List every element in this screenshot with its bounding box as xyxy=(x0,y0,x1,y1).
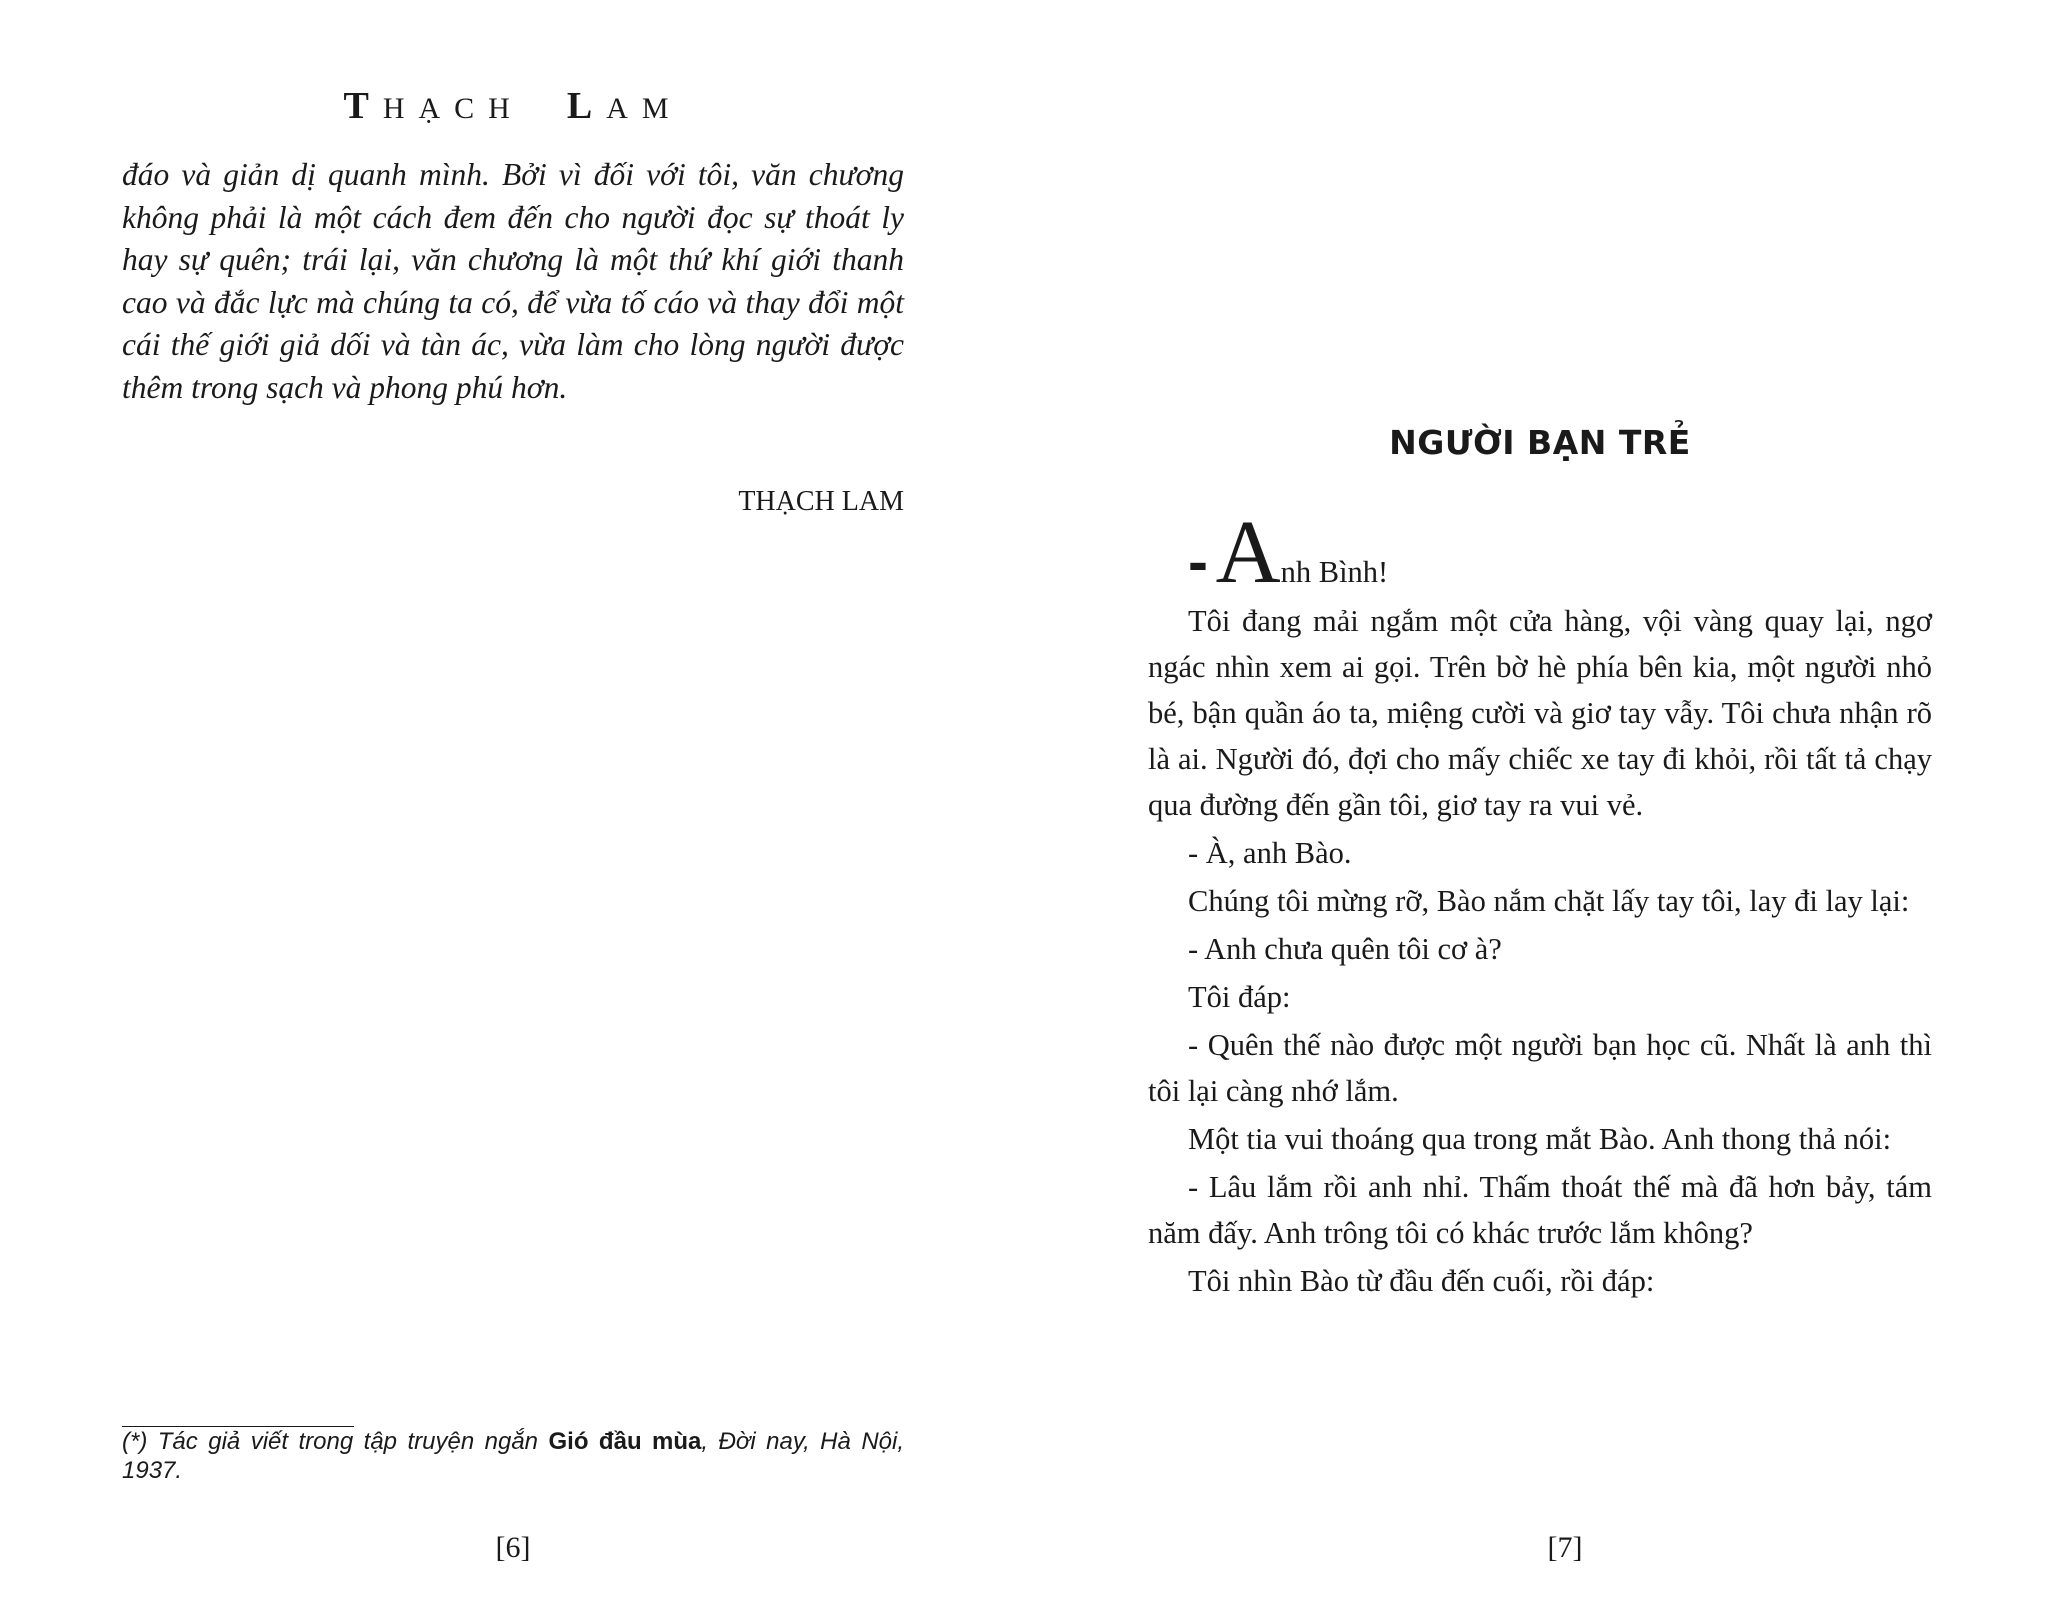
drop-cap: A xyxy=(1215,503,1281,602)
author-signature: THẠCH LAM xyxy=(738,486,904,517)
footnote-part-2: , Đời nay, Hà Nội, 1937. xyxy=(122,1428,904,1484)
running-head-initial-1: T xyxy=(343,85,383,127)
story-paragraph: - Anh chưa quên tôi cơ à? xyxy=(1188,932,1502,966)
opening-rest: nh Bình! xyxy=(1280,555,1389,589)
story-paragraph: Một tia vui thoáng qua trong mắt Bào. Anh thong thả nói: xyxy=(1188,1122,1892,1156)
page-number-right: [7] xyxy=(1547,1531,1583,1564)
running-head xyxy=(122,86,904,129)
story-paragraph: - À, anh Bào. xyxy=(1188,836,1352,870)
page-number-left: [6] xyxy=(495,1531,531,1564)
story-body xyxy=(1148,598,1932,1306)
running-head-initial-2: L xyxy=(566,85,607,127)
footnote xyxy=(122,1427,904,1485)
story-paragraph: - Lâu lắm rồi anh nhỉ. Thấm thoát thế mà đã hơn bảy, tám năm đấy. Anh trông tôi có khác trước lắm không? xyxy=(1148,1170,1932,1250)
story-paragraph: Tôi đang mải ngắm một cửa hàng, vội vàng quay lại, ngơ ngác nhìn xem ai gọi. Trên bờ hè phía bên kia, một người nhỏ bé, bận quần áo ta, miệng cười và giơ tay vẫy. Tôi chưa nhận rõ là ai. Người đó, đợi cho mấy chiếc xe tay đi khỏi, rồi tất tả chạy qua đường đến gần tôi, giơ tay ra vui vẻ. xyxy=(1148,604,1932,822)
chapter-title: NGƯỜI BẠN TRẺ xyxy=(1389,423,1691,462)
opening-dash: - xyxy=(1188,528,1208,595)
story-paragraph: Tôi đáp: xyxy=(1188,980,1291,1014)
footnote-part-1: (*) Tác giả viết trong tập truyện ngắn xyxy=(122,1428,549,1455)
running-head-rest-1: HẠCH xyxy=(382,92,524,125)
running-head-rest-2: AM xyxy=(606,92,683,125)
footnote-book-title: Gió đầu mùa xyxy=(548,1428,702,1455)
right-page xyxy=(1024,0,2048,1615)
story-paragraph: Tôi nhìn Bào từ đầu đến cuối, rồi đáp: xyxy=(1188,1264,1655,1298)
preface-text: đáo và giản dị quanh mình. Bởi vì đối với tôi, văn chương không phải là một cách đem đến cho người đọc sự thoát ly hay sự quên; trái lại, văn chương là một thứ khí giới thanh cao và đắc lực mà chúng ta có, để vừa tố cáo và thay đổi một cái thế giới giả dối và tàn ác, vừa làm cho lòng người được thêm trong sạch và phong phú hơn. xyxy=(122,157,904,405)
story-paragraph: - Quên thế nào được một người bạn học cũ. Nhất là anh thì tôi lại càng nhớ lắm. xyxy=(1148,1028,1932,1108)
story-paragraph: Chúng tôi mừng rỡ, Bào nắm chặt lấy tay tôi, lay đi lay lại: xyxy=(1188,884,1910,918)
